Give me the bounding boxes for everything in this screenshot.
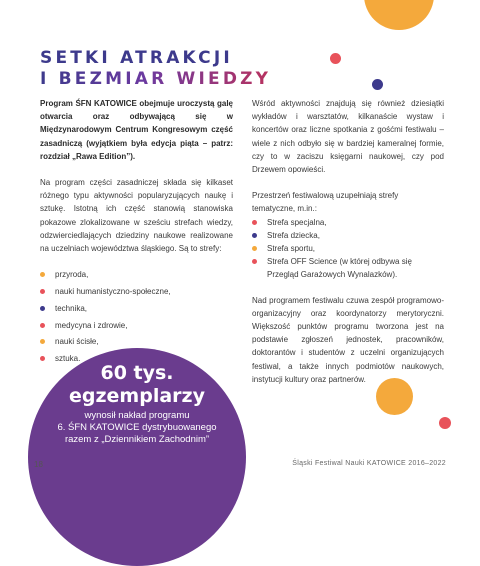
theme-label: Strefa sportu,: [267, 244, 316, 254]
zone-item: [40, 335, 233, 348]
bullet-dot-icon: [40, 323, 45, 328]
zone-label: przyroda,: [55, 270, 89, 280]
highlight-desc-line-1: wynosił nakład programu: [84, 410, 190, 421]
theme-item: [252, 255, 444, 281]
themes-intro: Przestrzeń festiwalową uzupełniają strefy tematyczne, m.in.:: [252, 191, 399, 214]
theme-item: [252, 229, 444, 242]
page-number: 18: [34, 460, 43, 469]
highlight-description: [28, 410, 246, 446]
left-column: [40, 97, 233, 369]
bullet-dot-icon: [252, 220, 257, 225]
zone-label: technika,: [55, 303, 88, 313]
zone-item: [40, 302, 233, 315]
highlight-number-line-1: 60 tys.: [100, 362, 174, 384]
heading-line-2: I BEZMIAR WIEDZY: [40, 69, 272, 89]
zone-item: [40, 319, 233, 332]
right-column: [252, 97, 444, 399]
bullet-dot-icon: [252, 233, 257, 238]
activities-paragraph: Wśród aktywności znajdują się również dziesiątki wykładów i warsztatów, kilkanaście wystaw i koncertów oraz liczne spotkania z gośćmi festiwalu – wiele z nich odbyło się w bardziej kameralnej formie, czy to w zaciszu księgarni naukowej, czy pod Drzewem opowieści.: [252, 99, 444, 175]
highlight-desc-line-2: 6. ŚFN KATOWICE dystrybuowanego: [57, 422, 217, 433]
themes-list: [252, 216, 444, 282]
decorative-circle-coral-top: [330, 53, 341, 64]
decorative-circle-navy-top: [372, 79, 383, 90]
bullet-dot-icon: [40, 356, 45, 361]
decorative-circle-coral-bottom: [439, 417, 451, 429]
theme-item: [252, 216, 444, 229]
highlight-number: [28, 362, 246, 408]
theme-label: Strefa specjalna,: [267, 217, 327, 227]
theme-label: Strefa dziecka,: [267, 230, 320, 240]
body-paragraph: Na program części zasadniczej składa się kilkaset różnego typu aktywności popularyzujących naukę i sztukę. Istotną ich część stanowią stanowiska pokazowe zlokalizowane w sześciu strefach wiedzy, odzwierciedlających dziedziny naukowe realizowane na uczelniach województwa śląskiego. Są to strefy:: [40, 178, 233, 254]
highlight-desc-line-3: razem z „Dziennikiem Zachodnim”: [64, 434, 210, 445]
bullet-dot-icon: [252, 246, 257, 251]
heading-line-1: SETKI ATRAKCJI: [40, 48, 233, 68]
bullet-dot-icon: [40, 272, 45, 277]
bullet-dot-icon: [40, 289, 45, 294]
theme-item: [252, 242, 444, 255]
zone-item: [40, 285, 233, 298]
zone-label: medycyna i zdrowie,: [55, 320, 128, 330]
lead-paragraph: Program ŚFN KATOWICE obejmuje uroczystą galę otwarcia oraz odbywającą się w Międzynarodowym Centrum Kongresowym część zasadniczą (wyjątkiem była edycja piąta – patrz: rozdział „Rawa Edition”).: [40, 99, 233, 161]
highlight-number-line-2: egzemplarzy: [69, 385, 205, 407]
page-heading: [40, 48, 271, 90]
decorative-circle-orange-top: [364, 0, 434, 30]
theme-label: Strefa OFF Science (w której odbywa się Przegląd Garażowych Wynalazków).: [267, 257, 412, 280]
bullet-dot-icon: [40, 306, 45, 311]
publication-title: Śląski Festiwal Nauki KATOWICE 2016–2022: [292, 460, 446, 467]
zone-label: sztuka.: [55, 354, 81, 364]
zone-label: nauki humanistyczno-społeczne,: [55, 287, 171, 297]
team-paragraph: Nad programem festiwalu czuwa zespół programowo-organizacyjny oraz koordynatorzy merytoryczni. Większość punktów programu tworzona jest na podstawie zgłoszeń jednostek, pracowników, doktorantów i studentów z uczelni organizujących festiwal, a także innych podmiotów naukowych, instytucji kultury oraz partnerów.: [252, 295, 444, 384]
bullet-dot-icon: [40, 339, 45, 344]
zone-label: nauki ścisłe,: [55, 337, 99, 347]
bullet-dot-icon: [252, 259, 257, 264]
highlight-circle: [28, 348, 246, 566]
zone-item: [40, 268, 233, 281]
